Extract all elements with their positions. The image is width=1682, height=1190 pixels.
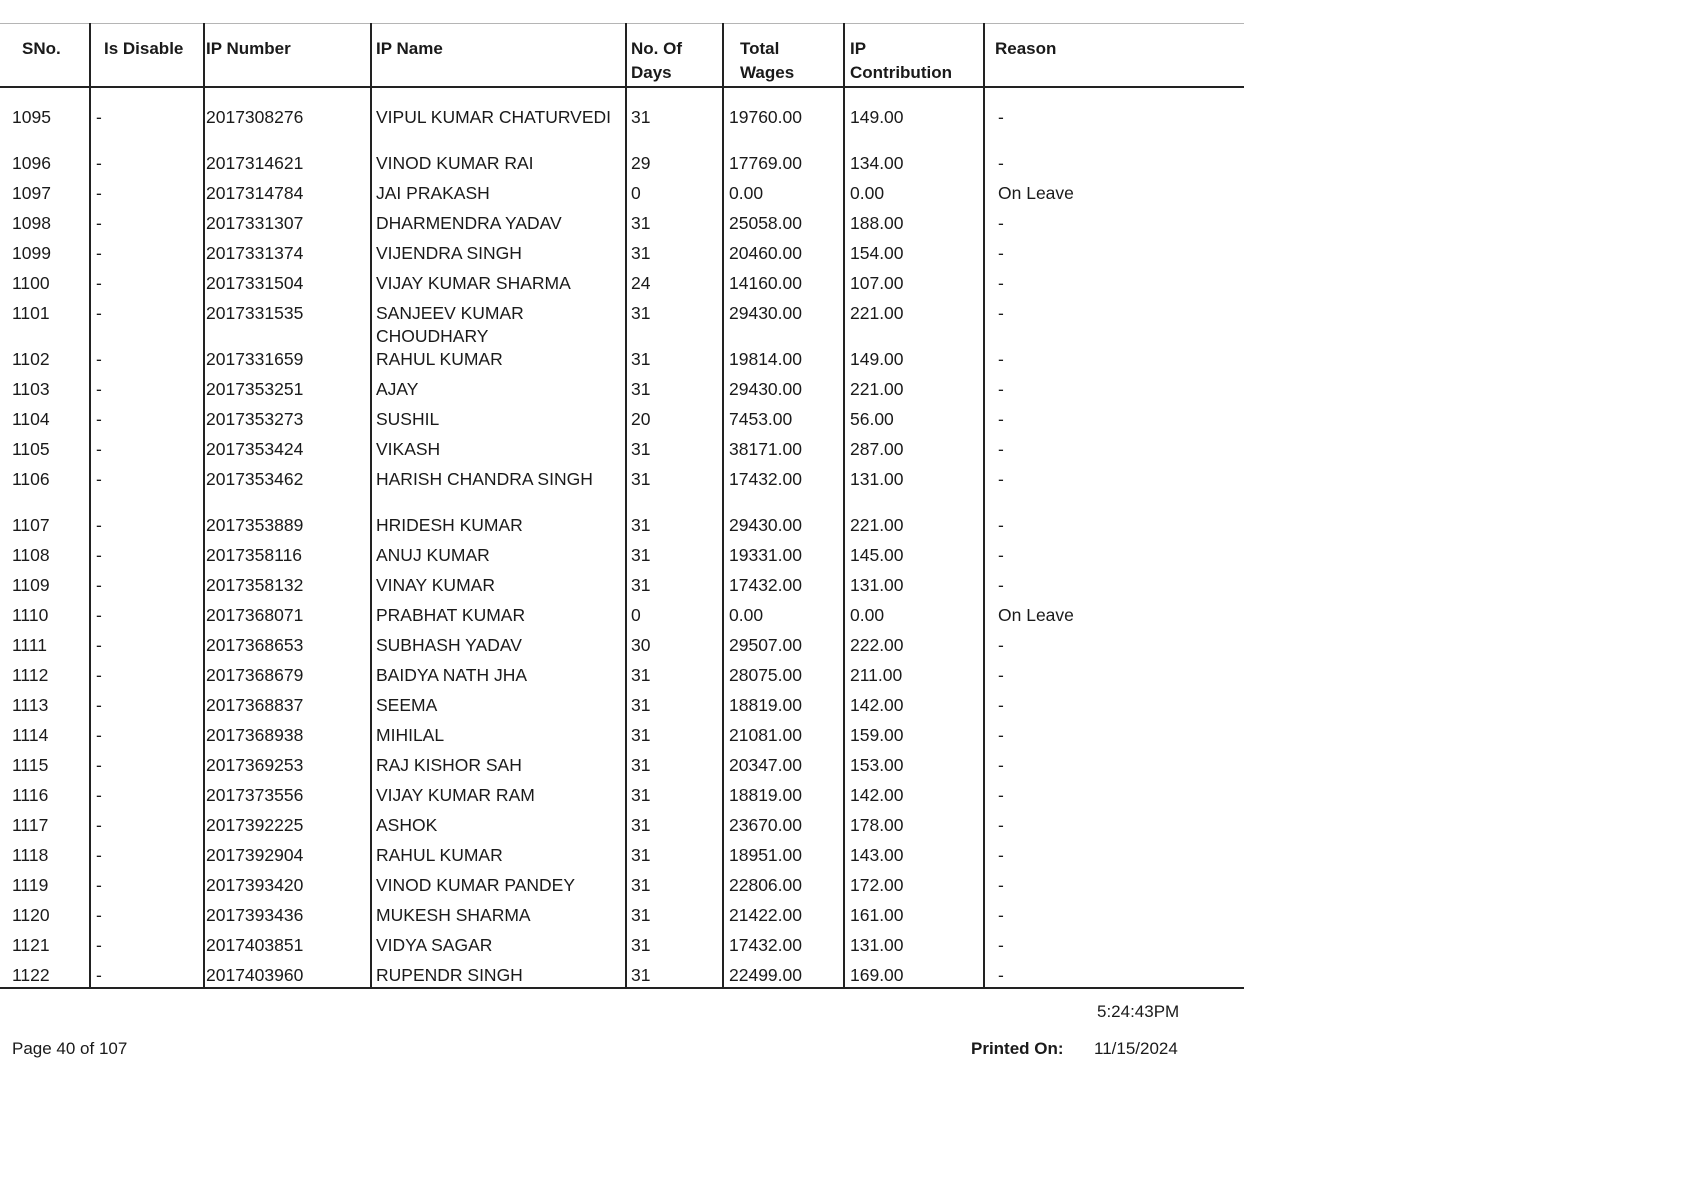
- cell-is-disable: -: [96, 635, 102, 655]
- cell-ip-name: RAHUL KUMAR: [376, 845, 503, 865]
- cell-days: 29: [631, 153, 651, 173]
- cell-ip-number: 2017368679: [206, 665, 304, 685]
- cell-total-wages: 7453.00: [729, 409, 793, 429]
- cell-ip-name: SUSHIL: [376, 409, 440, 429]
- cell-sno: 1115: [12, 755, 49, 775]
- header-contrib-line2: Contribution: [850, 63, 952, 82]
- cell-is-disable: -: [96, 905, 102, 925]
- cell-sno: 1122: [12, 965, 50, 985]
- cell-total-wages: 23670.00: [729, 815, 802, 835]
- cell-sno: 1114: [12, 725, 49, 745]
- cell-is-disable: -: [96, 409, 102, 429]
- cell-ip-number: 2017331659: [206, 349, 304, 369]
- cell-reason: -: [998, 469, 1004, 489]
- cell-sno: 1118: [12, 845, 49, 865]
- cell-ip-contribution: 153.00: [850, 755, 904, 775]
- cell-ip-number: 2017403851: [206, 935, 304, 955]
- table-row: [0, 298, 1244, 344]
- cell-ip-contribution: 143.00: [850, 845, 904, 865]
- cell-is-disable: -: [96, 545, 102, 565]
- printed-date: 11/15/2024: [1094, 1039, 1178, 1058]
- cell-ip-contribution: 131.00: [850, 575, 904, 595]
- cell-ip-number: 2017369253: [206, 755, 304, 775]
- cell-ip-contribution: 149.00: [850, 107, 904, 127]
- cell-days: 31: [631, 107, 651, 127]
- cell-reason: -: [998, 815, 1004, 835]
- cell-days: 31: [631, 815, 651, 835]
- cell-sno: 1121: [12, 935, 50, 955]
- cell-ip-number: 2017353273: [206, 409, 304, 429]
- column-divider: [89, 23, 91, 989]
- cell-ip-contribution: 142.00: [850, 785, 904, 805]
- table-row: [0, 434, 1244, 464]
- column-divider: [843, 23, 845, 989]
- header-days-line1: No. Of: [631, 39, 682, 58]
- cell-sno: 1112: [12, 665, 49, 685]
- cell-is-disable: -: [96, 605, 102, 625]
- cell-ip-name: VIKASH: [376, 439, 441, 459]
- cell-sno: 1109: [12, 575, 50, 595]
- cell-total-wages: 21081.00: [729, 725, 802, 745]
- cell-days: 31: [631, 665, 651, 685]
- cell-total-wages: 22806.00: [729, 875, 802, 895]
- cell-total-wages: 17432.00: [729, 935, 802, 955]
- cell-ip-contribution: 107.00: [850, 273, 904, 293]
- cell-sno: 1100: [12, 273, 50, 293]
- cell-is-disable: -: [96, 379, 102, 399]
- cell-ip-contribution: 221.00: [850, 515, 904, 535]
- header-days-line2: Days: [631, 63, 672, 82]
- table-row: [0, 102, 1244, 148]
- cell-is-disable: -: [96, 845, 102, 865]
- cell-ip-name: AJAY: [376, 379, 419, 399]
- cell-days: 31: [631, 545, 651, 565]
- cell-ip-name: VIJAY KUMAR SHARMA: [376, 273, 571, 293]
- cell-days: 24: [631, 273, 651, 293]
- cell-reason: -: [998, 905, 1004, 925]
- cell-total-wages: 19331.00: [729, 545, 802, 565]
- header-no-of-days: [631, 37, 682, 85]
- cell-total-wages: 21422.00: [729, 905, 802, 925]
- cell-ip-number: 2017403960: [206, 965, 304, 985]
- cell-ip-name: VINAY KUMAR: [376, 575, 495, 595]
- cell-ip-name: VIJENDRA SINGH: [376, 243, 522, 263]
- cell-total-wages: 28075.00: [729, 665, 802, 685]
- table-row: [0, 268, 1244, 298]
- cell-ip-name: VIDYA SAGAR: [376, 935, 493, 955]
- cell-sno: 1097: [12, 183, 51, 203]
- cell-total-wages: 29430.00: [729, 379, 802, 399]
- cell-ip-name: SUBHASH YADAV: [376, 635, 522, 655]
- cell-ip-number: 2017353889: [206, 515, 304, 535]
- cell-total-wages: 25058.00: [729, 213, 802, 233]
- cell-ip-number: 2017392904: [206, 845, 304, 865]
- table-row: [0, 208, 1244, 238]
- cell-ip-number: 2017393420: [206, 875, 304, 895]
- cell-sno: 1101: [12, 303, 50, 323]
- cell-days: 31: [631, 515, 651, 535]
- cell-days: 31: [631, 845, 651, 865]
- cell-reason: -: [998, 439, 1004, 459]
- cell-is-disable: -: [96, 755, 102, 775]
- cell-ip-number: 2017358116: [206, 545, 303, 565]
- column-divider: [625, 23, 627, 989]
- cell-total-wages: 20347.00: [729, 755, 802, 775]
- cell-sno: 1113: [12, 695, 49, 715]
- cell-reason: -: [998, 515, 1004, 535]
- cell-days: 31: [631, 755, 651, 775]
- cell-sno: 1110: [12, 605, 49, 625]
- cell-is-disable: -: [96, 469, 102, 489]
- cell-sno: 1105: [12, 439, 50, 459]
- cell-reason: -: [998, 935, 1004, 955]
- cell-ip-contribution: 222.00: [850, 635, 904, 655]
- cell-total-wages: 17432.00: [729, 469, 802, 489]
- table-row: [0, 464, 1244, 510]
- cell-total-wages: 19814.00: [729, 349, 802, 369]
- cell-ip-name: RAJ KISHOR SAH: [376, 755, 522, 775]
- table-row: [0, 810, 1244, 840]
- header-total-wages: [740, 37, 794, 85]
- cell-reason: On Leave: [998, 605, 1074, 625]
- header-sno: SNo.: [22, 39, 61, 58]
- cell-is-disable: -: [96, 349, 102, 369]
- table-row: [0, 238, 1244, 268]
- header-contrib-line1: IP: [850, 39, 867, 58]
- cell-is-disable: -: [96, 815, 102, 835]
- cell-days: 0: [631, 605, 641, 625]
- cell-total-wages: 29507.00: [729, 635, 802, 655]
- cell-days: 31: [631, 349, 651, 369]
- cell-reason: -: [998, 635, 1004, 655]
- printed-on-label: Printed On:: [971, 1039, 1064, 1058]
- cell-sno: 1096: [12, 153, 51, 173]
- cell-ip-name: RUPENDR SINGH: [376, 965, 523, 985]
- header-wages-line1: Total: [740, 39, 780, 58]
- cell-sno: 1106: [12, 469, 50, 489]
- cell-days: 30: [631, 635, 651, 655]
- cell-is-disable: -: [96, 695, 102, 715]
- cell-ip-contribution: 287.00: [850, 439, 904, 459]
- cell-is-disable: -: [96, 665, 102, 685]
- cell-reason: -: [998, 695, 1004, 715]
- table-row: [0, 930, 1244, 960]
- header-ip-name: IP Name: [376, 39, 443, 58]
- cell-reason: -: [998, 107, 1004, 127]
- cell-days: 31: [631, 695, 651, 715]
- table-row: [0, 780, 1244, 810]
- cell-days: 31: [631, 379, 651, 399]
- table-row: [0, 690, 1244, 720]
- cell-sno: 1099: [12, 243, 51, 263]
- cell-ip-name: VIJAY KUMAR RAM: [376, 785, 535, 805]
- cell-ip-contribution: 159.00: [850, 725, 904, 745]
- cell-sno: 1103: [12, 379, 50, 399]
- cell-total-wages: 29430.00: [729, 303, 802, 323]
- cell-reason: -: [998, 665, 1004, 685]
- cell-reason: -: [998, 725, 1004, 745]
- cell-ip-name: VIPUL KUMAR CHATURVEDI: [376, 107, 611, 127]
- cell-total-wages: 17432.00: [729, 575, 802, 595]
- cell-days: 31: [631, 439, 651, 459]
- cell-days: 31: [631, 575, 651, 595]
- cell-reason: -: [998, 213, 1004, 233]
- cell-days: 31: [631, 905, 651, 925]
- cell-days: 31: [631, 875, 651, 895]
- cell-total-wages: 20460.00: [729, 243, 802, 263]
- cell-total-wages: 0.00: [729, 183, 764, 203]
- cell-ip-number: 2017358132: [206, 575, 304, 595]
- cell-ip-contribution: 56.00: [850, 409, 894, 429]
- header-is-disable: Is Disable: [104, 39, 184, 58]
- cell-total-wages: 0.00: [729, 605, 764, 625]
- cell-ip-name: HRIDESH KUMAR: [376, 515, 523, 535]
- cell-sno: 1117: [12, 815, 49, 835]
- cell-ip-contribution: 169.00: [850, 965, 904, 985]
- cell-ip-contribution: 178.00: [850, 815, 904, 835]
- cell-sno: 1095: [12, 107, 51, 127]
- cell-total-wages: 18951.00: [729, 845, 802, 865]
- cell-ip-name: JAI PRAKASH: [376, 183, 490, 203]
- cell-ip-name: MIHILAL: [376, 725, 445, 745]
- table-row: [0, 660, 1244, 690]
- cell-is-disable: -: [96, 575, 102, 595]
- cell-ip-name: VINOD KUMAR RAI: [376, 153, 534, 173]
- cell-ip-number: 2017368837: [206, 695, 304, 715]
- table-row: [0, 900, 1244, 930]
- cell-ip-contribution: 0.00: [850, 183, 885, 203]
- cell-reason: -: [998, 755, 1004, 775]
- cell-ip-number: 2017368938: [206, 725, 304, 745]
- cell-ip-number: 2017392225: [206, 815, 304, 835]
- cell-sno: 1104: [12, 409, 50, 429]
- page-indicator: Page 40 of 107: [12, 1039, 128, 1058]
- cell-reason: -: [998, 153, 1004, 173]
- cell-ip-name: PRABHAT KUMAR: [376, 605, 526, 625]
- cell-ip-contribution: 0.00: [850, 605, 885, 625]
- cell-ip-number: 2017331504: [206, 273, 304, 293]
- cell-ip-contribution: 221.00: [850, 379, 904, 399]
- cell-ip-contribution: 172.00: [850, 875, 904, 895]
- cell-ip-name: ASHOK: [376, 815, 438, 835]
- cell-reason: -: [998, 545, 1004, 565]
- cell-days: 31: [631, 213, 651, 233]
- cell-ip-contribution: 131.00: [850, 469, 904, 489]
- cell-reason: -: [998, 273, 1004, 293]
- table-row: [0, 600, 1244, 630]
- cell-days: 31: [631, 243, 651, 263]
- table-bottom-rule: [0, 987, 1244, 989]
- cell-ip-number: 2017353251: [206, 379, 304, 399]
- cell-ip-number: 2017314621: [206, 153, 304, 173]
- cell-ip-name: RAHUL KUMAR: [376, 349, 503, 369]
- table-row: [0, 870, 1244, 900]
- cell-sno: 1119: [12, 875, 49, 895]
- cell-total-wages: 14160.00: [729, 273, 802, 293]
- cell-reason: -: [998, 785, 1004, 805]
- cell-ip-name: DHARMENDRA YADAV: [376, 213, 562, 233]
- cell-ip-number: 2017393436: [206, 905, 304, 925]
- cell-ip-contribution: 211.00: [850, 665, 903, 685]
- cell-sno: 1098: [12, 213, 51, 233]
- cell-is-disable: -: [96, 303, 102, 323]
- cell-reason: -: [998, 575, 1004, 595]
- cell-is-disable: -: [96, 875, 102, 895]
- cell-ip-number: 2017331535: [206, 303, 304, 323]
- cell-reason: -: [998, 845, 1004, 865]
- cell-days: 31: [631, 785, 651, 805]
- cell-total-wages: 38171.00: [729, 439, 802, 459]
- cell-ip-number: 2017368653: [206, 635, 304, 655]
- cell-ip-number: 2017368071: [206, 605, 304, 625]
- cell-days: 31: [631, 725, 651, 745]
- table-row: [0, 570, 1244, 600]
- cell-ip-contribution: 134.00: [850, 153, 904, 173]
- cell-is-disable: -: [96, 965, 102, 985]
- header-ip-number: IP Number: [206, 39, 291, 58]
- table-row: [0, 404, 1244, 434]
- cell-is-disable: -: [96, 213, 102, 233]
- cell-is-disable: -: [96, 515, 102, 535]
- table-row: [0, 960, 1244, 990]
- cell-is-disable: -: [96, 273, 102, 293]
- cell-ip-number: 2017331374: [206, 243, 304, 263]
- table-row: [0, 750, 1244, 780]
- column-divider: [370, 23, 372, 989]
- cell-reason: -: [998, 409, 1004, 429]
- column-divider: [722, 23, 724, 989]
- cell-ip-contribution: 142.00: [850, 695, 904, 715]
- cell-total-wages: 18819.00: [729, 785, 802, 805]
- cell-ip-name: SEEMA: [376, 695, 438, 715]
- cell-reason: -: [998, 243, 1004, 263]
- cell-ip-number: 2017353462: [206, 469, 304, 489]
- cell-ip-number: 2017353424: [206, 439, 304, 459]
- contribution-table: [0, 23, 1244, 990]
- header-ip-contribution: [850, 37, 952, 85]
- cell-ip-contribution: 221.00: [850, 303, 904, 323]
- cell-is-disable: -: [96, 725, 102, 745]
- cell-is-disable: -: [96, 153, 102, 173]
- cell-ip-name: VINOD KUMAR PANDEY: [376, 875, 576, 895]
- cell-sno: 1108: [12, 545, 50, 565]
- table-body: [0, 88, 1244, 990]
- cell-ip-contribution: 131.00: [850, 935, 904, 955]
- cell-total-wages: 22499.00: [729, 965, 802, 985]
- cell-ip-number: 2017314784: [206, 183, 304, 203]
- cell-ip-name: ANUJ KUMAR: [376, 545, 490, 565]
- cell-days: 31: [631, 303, 651, 323]
- cell-reason: -: [998, 965, 1004, 985]
- table-row: [0, 540, 1244, 570]
- cell-reason: -: [998, 875, 1004, 895]
- cell-ip-name: BAIDYA NATH JHA: [376, 665, 528, 685]
- cell-ip-name: HARISH CHANDRA SINGH: [376, 469, 593, 489]
- cell-is-disable: -: [96, 183, 102, 203]
- cell-reason: -: [998, 379, 1004, 399]
- cell-is-disable: -: [96, 785, 102, 805]
- cell-reason: -: [998, 349, 1004, 369]
- cell-ip-number: 2017331307: [206, 213, 304, 233]
- cell-ip-contribution: 145.00: [850, 545, 904, 565]
- cell-total-wages: 19760.00: [729, 107, 802, 127]
- table-row: [0, 344, 1244, 374]
- cell-reason: -: [998, 303, 1004, 323]
- cell-ip-contribution: 161.00: [850, 905, 904, 925]
- table-row: [0, 178, 1244, 208]
- cell-sno: 1102: [12, 349, 50, 369]
- cell-sno: 1107: [12, 515, 50, 535]
- header-reason: Reason: [995, 39, 1057, 58]
- cell-days: 20: [631, 409, 651, 429]
- table-row: [0, 510, 1244, 540]
- cell-is-disable: -: [96, 107, 102, 127]
- cell-days: 31: [631, 965, 651, 985]
- cell-ip-name: MUKESH SHARMA: [376, 905, 531, 925]
- cell-is-disable: -: [96, 439, 102, 459]
- table-row: [0, 630, 1244, 660]
- column-divider: [203, 23, 205, 989]
- cell-is-disable: -: [96, 243, 102, 263]
- table-row: [0, 374, 1244, 404]
- printed-time: 5:24:43PM: [1097, 1002, 1180, 1021]
- header-wages-line2: Wages: [740, 63, 795, 82]
- table-row: [0, 148, 1244, 178]
- cell-days: 31: [631, 469, 651, 489]
- cell-sno: 1120: [12, 905, 50, 925]
- cell-total-wages: 17769.00: [729, 153, 802, 173]
- table-row: [0, 840, 1244, 870]
- cell-ip-contribution: 188.00: [850, 213, 904, 233]
- cell-reason: On Leave: [998, 183, 1074, 203]
- table-header: [0, 23, 1244, 88]
- cell-sno: 1111: [12, 635, 48, 655]
- cell-ip-contribution: 154.00: [850, 243, 904, 263]
- cell-total-wages: 29430.00: [729, 515, 802, 535]
- cell-days: 31: [631, 935, 651, 955]
- cell-is-disable: -: [96, 935, 102, 955]
- column-divider: [983, 23, 985, 989]
- cell-ip-contribution: 149.00: [850, 349, 904, 369]
- cell-total-wages: 18819.00: [729, 695, 802, 715]
- cell-ip-number: 2017308276: [206, 107, 304, 127]
- cell-sno: 1116: [12, 785, 49, 805]
- cell-ip-number: 2017373556: [206, 785, 304, 805]
- cell-ip-name: SANJEEV KUMAR CHOUDHARY: [376, 303, 524, 346]
- cell-days: 0: [631, 183, 641, 203]
- table-row: [0, 720, 1244, 750]
